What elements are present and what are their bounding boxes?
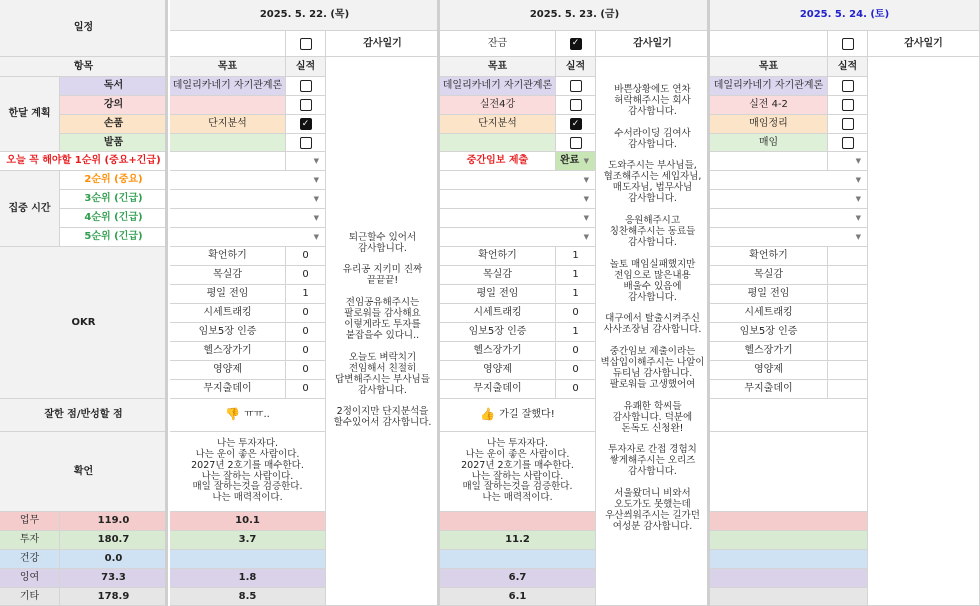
day-top-checkbox[interactable] [300,38,312,50]
okr-item-value[interactable] [828,304,868,323]
goal-checkbox[interactable]: ✓ [300,118,312,130]
priority-label: 2순위 (중요) [60,171,168,190]
chevron-down-icon: ▼ [313,194,319,203]
actual-check-cell[interactable] [556,96,596,115]
okr-item-value[interactable]: 0 [556,304,596,323]
day-top-label: 잔금 [440,31,556,57]
okr-item-value[interactable] [828,342,868,361]
gratitude-header: 감사일기 [326,31,440,57]
okr-item-value[interactable]: 0 [286,361,326,380]
okr-item-label: 평일 전임 [170,285,286,304]
actual-check-cell[interactable] [828,77,868,96]
chevron-down-icon: ▼ [583,232,589,241]
actual-check-cell[interactable] [556,115,596,134]
stat-label: 투자 [0,531,60,550]
actual-check-cell[interactable] [286,77,326,96]
affirmation-text: 나는 투자자다. 나는 운이 좋은 사람이다. 2027년 2호기를 매수한다. 나는 잘하는 사람이다. 매일 잘하는것을 검증한다. 나는 매력적이다. [170,432,326,512]
reflection-text: ㅠㅠ.. [244,409,270,421]
okr-item-value[interactable] [828,247,868,266]
goal-header: 목표 [440,57,556,77]
chevron-down-icon: ▼ [583,156,589,165]
column-divider [707,0,710,606]
goal-checkbox[interactable] [300,137,312,149]
affirmation-text [710,432,868,512]
thumbs-down-icon: 👎 [225,407,241,422]
stat-total: 0.0 [60,550,168,569]
day-top-check-cell[interactable] [828,31,868,57]
goal-checkbox[interactable] [300,99,312,111]
priority-dropdown[interactable] [170,190,326,209]
day-top-checkbox[interactable] [842,38,854,50]
goal-cell[interactable]: 실전 4-2 [710,96,828,115]
day-stat-value: 10.1 [170,512,326,531]
priority1-value[interactable] [710,152,828,171]
actual-header: 실적 [286,57,326,77]
okr-item-label: 평일 전임 [440,285,556,304]
goal-cell[interactable] [440,134,556,152]
stat-total: 178.9 [60,588,168,606]
stat-total: 180.7 [60,531,168,550]
priority1-status[interactable] [556,152,596,171]
goal-header: 목표 [710,57,828,77]
priority-dropdown[interactable] [710,171,868,190]
day-top-label [170,31,286,57]
goal-checkbox[interactable] [842,137,854,149]
day-date-header: 2025. 5. 24. (토) [710,0,980,31]
day-date-header: 2025. 5. 22. (목) [170,0,440,31]
reflection-text: 가길 잘했다! [499,409,555,421]
okr-item-label: 시세트래킹 [710,304,828,323]
okr-item-value[interactable]: 0 [556,361,596,380]
chevron-down-icon: ▼ [313,213,319,222]
priority-label: 4순위 (긴급) [60,209,168,228]
priority1-status-text: 완료 [560,155,580,167]
day-top-checkbox[interactable]: ✓ [570,38,582,50]
okr-item-value[interactable]: 0 [286,323,326,342]
day-stat-value [710,531,868,550]
affirmation-label: 확언 [0,432,168,512]
okr-item-label: 확언하기 [710,247,828,266]
day-stat-value: 1.8 [170,569,326,588]
priority1-status[interactable] [828,152,868,171]
actual-header: 실적 [556,57,596,77]
okr-item-value[interactable]: 1 [286,285,326,304]
okr-item-value[interactable]: 0 [556,380,596,399]
okr-item-label: 임보5장 인증 [710,323,828,342]
okr-item-value[interactable]: 1 [556,323,596,342]
priority-dropdown[interactable] [710,228,868,247]
actual-check-cell[interactable] [286,134,326,152]
goal-checkbox[interactable] [570,137,582,149]
priority-dropdown[interactable] [440,171,596,190]
goal-cell[interactable]: 실전4강 [440,96,556,115]
okr-item-value[interactable]: 0 [556,342,596,361]
reflection-label: 잘한 점/반성할 점 [0,399,168,432]
actual-check-cell[interactable] [556,77,596,96]
goal-cell[interactable]: 매임 [710,134,828,152]
stat-label: 기타 [0,588,60,606]
priority-label: 3순위 (긴급) [60,190,168,209]
priority-dropdown[interactable] [710,190,868,209]
stat-label: 업무 [0,512,60,531]
priority-dropdown[interactable] [440,209,596,228]
goal-cell[interactable]: 단지분석 [170,115,286,134]
okr-item-label: 헬스장가기 [170,342,286,361]
goal-checkbox[interactable] [842,80,854,92]
okr-item-label: 헬스장가기 [440,342,556,361]
plan-item: 독서 [60,77,168,96]
priority1-label: 오늘 꼭 해야할 1순위 (중요+긴급) [0,152,168,171]
plan-item: 발품 [60,134,168,152]
chevron-down-icon: ▼ [855,175,861,184]
okr-item-value[interactable]: 0 [286,342,326,361]
column-divider [165,0,168,606]
okr-item-label: 무지출데이 [440,380,556,399]
okr-label: OKR [0,247,168,399]
okr-item-label: 무지출데이 [710,380,828,399]
chevron-down-icon: ▼ [855,194,861,203]
okr-item-value[interactable]: 0 [286,304,326,323]
chevron-down-icon: ▼ [313,175,319,184]
day-top-check-cell[interactable] [286,31,326,57]
day-stat-value [710,550,868,569]
day-stat-value [170,550,326,569]
goal-cell[interactable] [170,96,286,115]
okr-item-label: 헬스장가기 [710,342,828,361]
okr-item-label: 시세트래킹 [440,304,556,323]
stat-label: 건강 [0,550,60,569]
day-date-header: 2025. 5. 23. (금) [440,0,710,31]
gratitude-header: 감사일기 [596,31,710,57]
chevron-down-icon: ▼ [855,213,861,222]
okr-item-value[interactable]: 0 [286,247,326,266]
okr-item-value[interactable]: 1 [556,247,596,266]
column-header-item: 항목 [0,57,168,77]
day-stat-value: 3.7 [170,531,326,550]
okr-item-label: 시세트래킹 [170,304,286,323]
okr-item-value[interactable]: 1 [556,266,596,285]
priority1-value[interactable] [170,152,286,171]
goal-checkbox[interactable] [842,118,854,130]
reflection-cell[interactable] [170,399,326,432]
day-stat-value [710,569,868,588]
okr-item-label: 임보5장 인증 [440,323,556,342]
okr-item-label: 확언하기 [440,247,556,266]
okr-item-value[interactable]: 0 [286,380,326,399]
monthly-plan-label: 한달 계획 [0,77,60,152]
stat-label: 잉여 [0,569,60,588]
goal-checkbox[interactable] [842,99,854,111]
priority-label: 5순위 (긴급) [60,228,168,247]
okr-item-label: 영양제 [170,361,286,380]
chevron-down-icon: ▼ [583,175,589,184]
chevron-down-icon: ▼ [855,232,861,241]
plan-item: 강의 [60,96,168,115]
okr-item-label: 목실감 [170,266,286,285]
chevron-down-icon: ▼ [313,232,319,241]
okr-item-label: 확언하기 [170,247,286,266]
actual-header: 실적 [828,57,868,77]
priority-dropdown[interactable] [440,228,596,247]
affirmation-text: 나는 투자자다. 나는 운이 좋은 사람이다. 2027년 2호기를 매수한다. 나는 잘하는 사람이다. 매일 잘하는것을 검증한다. 나는 매력적이다. [440,432,596,512]
day-stat-value [710,512,868,531]
priority-dropdown[interactable] [170,171,326,190]
day-stat-value: 8.5 [170,588,326,606]
actual-check-cell[interactable] [828,134,868,152]
gratitude-text[interactable]: 퇴근할수 있어서 감사합니다. 유리공 지키미 진짜 끝끝끝! 전임공유해주시는 팔로워들 감사해요 이렇게라도 투자를 붙잡을수 있다니.. 오늘도 벼락치기 전임해서 친절히 답변해주시는 부사님들 감사합니다. 2정이지만 단지분석을 할수있어서 감사합니다. [326,57,440,606]
actual-check-cell[interactable] [556,134,596,152]
actual-check-cell[interactable] [286,96,326,115]
goal-cell[interactable]: 데일리카네기 자기관계론 [710,77,828,96]
okr-item-value[interactable]: 1 [556,285,596,304]
okr-item-label: 평일 전임 [710,285,828,304]
goal-cell[interactable]: 데일리카네기 자기관계론 [440,77,556,96]
okr-item-value[interactable] [828,266,868,285]
actual-check-cell[interactable] [828,96,868,115]
priority-dropdown[interactable] [440,190,596,209]
okr-item-label: 무지출데이 [170,380,286,399]
stat-total: 73.3 [60,569,168,588]
chevron-down-icon: ▼ [583,213,589,222]
chevron-down-icon: ▼ [313,156,319,165]
stat-total: 119.0 [60,512,168,531]
okr-item-value[interactable] [828,361,868,380]
goal-cell[interactable]: 매임정리 [710,115,828,134]
gratitude-text[interactable] [868,57,980,606]
okr-item-label: 임보5장 인증 [170,323,286,342]
column-divider [437,0,440,606]
okr-item-label: 영양제 [440,361,556,380]
day-stat-value [440,512,596,531]
okr-item-label: 목실감 [710,266,828,285]
actual-check-cell[interactable] [286,115,326,134]
goal-checkbox[interactable] [300,80,312,92]
plan-item: 손품 [60,115,168,134]
okr-item-label: 영양제 [710,361,828,380]
priority1-status[interactable] [286,152,326,171]
page-title: 일정 [0,0,168,57]
actual-check-cell[interactable] [828,115,868,134]
reflection-cell[interactable] [440,399,596,432]
okr-item-value[interactable] [828,323,868,342]
goal-header: 목표 [170,57,286,77]
chevron-down-icon: ▼ [855,156,861,165]
priority1-value[interactable]: 중간임보 제출 [440,152,556,171]
day-stat-value [710,588,868,606]
okr-item-label: 목실감 [440,266,556,285]
day-stat-value: 11.2 [440,531,596,550]
priority-dropdown[interactable] [710,209,868,228]
day-stat-value: 6.1 [440,588,596,606]
priority-dropdown[interactable] [170,228,326,247]
focus-time-label: 집중 시간 [0,171,60,247]
goal-checkbox[interactable] [570,80,582,92]
day-top-label [710,31,828,57]
goal-cell[interactable] [170,134,286,152]
goal-checkbox[interactable] [570,99,582,111]
okr-item-value[interactable]: 0 [286,266,326,285]
day-top-check-cell[interactable] [556,31,596,57]
day-stat-value: 6.7 [440,569,596,588]
gratitude-header: 감사일기 [868,31,980,57]
gratitude-text[interactable]: 바쁜상황에도 연차 허락해주시는 회사 감사합니다. 수서라이딩 김여사 감사합니다. 도와주시는 부사님들, 협조해주시는 세입자님, 매도자님, 법무사님 감사합니다. 응원해주시고 칭찬해주시는 동료들 감사합니다. 놀토 매임실패했지만 전임으로 많은내용 배울수 있음에 감사합니다. 대구에서 탈출시켜주신 사사조장님 감사합니다. 중간임보 제출이라는 벽삽입이해주시는 나알이 듀티님 감사합니다. 팔로워들 고생했어여 유쾌한 학씨들 감사합니다. 덕분에 돈독도 신청완! 투자자로 간접 경험치 쌓게해주시는 오리즈 감사합니다. 서울왔더니 비와서 오도가도 못했는데 우산씌워주시는 길가던 여성분 감사합니다. [596,57,710,606]
day-stat-value [440,550,596,569]
thumbs-up-icon: 👍 [480,407,496,422]
okr-item-value[interactable] [828,285,868,304]
okr-item-value[interactable] [828,380,868,399]
reflection-cell[interactable] [710,399,868,432]
goal-cell[interactable]: 데일리카네기 자기관계론 [170,77,286,96]
chevron-down-icon: ▼ [583,194,589,203]
priority-dropdown[interactable] [170,209,326,228]
goal-checkbox[interactable]: ✓ [570,118,582,130]
goal-cell[interactable]: 단지분석 [440,115,556,134]
